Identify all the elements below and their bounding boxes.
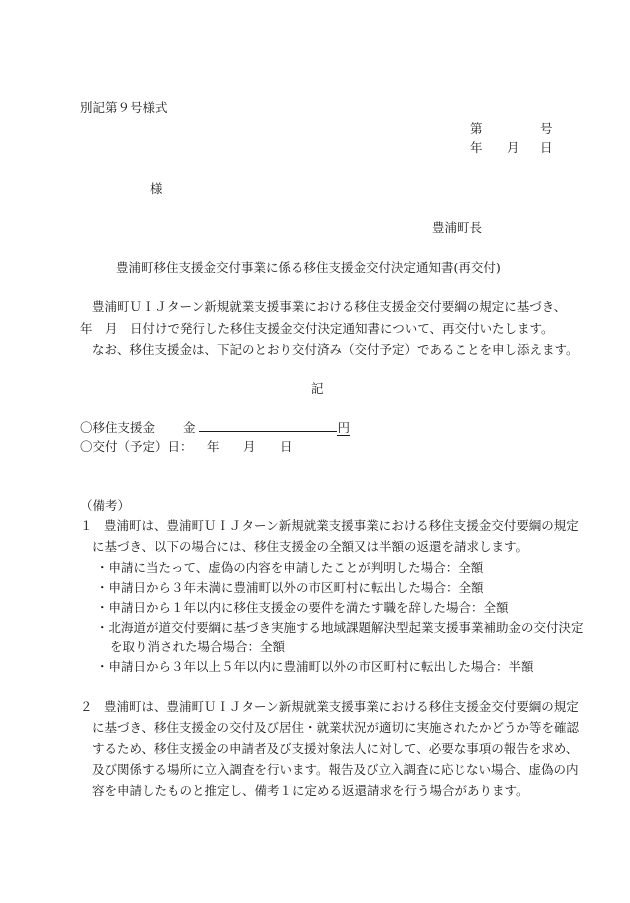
remark2-line-3: するため、移住支援金の申請者及び支援対象法人に対して、必要な事項の報告を求め、 [92,741,579,756]
issuer: 豊浦町長 [432,220,483,235]
date-month: 月 [507,140,520,155]
remark1-bullet-3: ・申請日から１年以内に移住支援金の要件を満たす職を辞した場合：全額 [96,600,509,615]
remark1-line-2: に基づき、以下の場合には、移住支援金の全額又は半額の返還を請求します。 [92,539,529,554]
doc-number-suffix: 号 [540,121,553,136]
amount-kin: 金 [182,420,196,435]
amount-label: 〇移住支援金 [80,420,156,435]
remark1-num: １ [80,518,93,533]
document-title: 豊浦町移住支援金交付事業に係る移住支援金交付決定通知書(再交付) [116,260,501,275]
ki-heading: 記 [311,381,324,396]
delivery-month: 月 [243,439,256,454]
remark2-line-2: に基づき、移住支援金の交付及び居住・就業状況が適切に実施されたかどうか等を確認 [92,720,580,735]
remarks-heading: （備考） [80,498,131,513]
delivery-year: 年 [207,439,220,454]
body-line-1: 豊浦町ＵＩＪターン新規就業支援事業における移住支援金交付要綱の規定に基づき、 [92,299,567,314]
amount-blank [199,420,337,432]
date-day: 日 [540,140,553,155]
doc-number-prefix: 第 [470,121,483,136]
amount-yen: 円 [337,420,350,435]
remark2-line-1: 豊浦町は、豊浦町ＵＩＪターン新規就業支援事業における移住支援金交付要綱の規定 [104,699,579,714]
remark2-num: ２ [80,699,93,714]
remark1-line-1: 豊浦町は、豊浦町ＵＩＪターン新規就業支援事業における移住支援金交付要綱の規定 [104,518,579,533]
addressee-suffix: 様 [150,181,163,196]
remark2-line-5: 容を申請したものと推定し、備考１に定める返還請求を行う場合があります。 [92,783,529,798]
delivery-label: 〇交付（予定）日： [80,439,193,454]
remark1-bullet-4-cont: を取り消された場合場合：全額 [110,639,286,654]
delivery-day: 日 [280,439,293,454]
body-line-2: 年 月 日付けで発行した移住支援金交付決定通知書について、再交付いたします。 [80,321,554,336]
remark1-bullet-4: ・北海道が道交付要綱に基づき実施する地域課題解決型起業支援事業補助金の交付決定 [96,620,584,635]
form-label: 別記第９号様式 [80,100,168,115]
body-line-3: なお、移住支援金は、下記のとおり交付済み（交付予定）であることを申し添えます。 [92,342,579,357]
date-year: 年 [470,140,483,155]
remark1-bullet-1: ・申請に当たって、虚偽の内容を申請したことが判明した場合：全額 [96,560,484,575]
amount-row [80,418,350,436]
remark2-line-4: 及び関係する場所に立入調査を行います。報告及び立入調査に応じない場合、虚偽の内 [92,762,579,777]
remark1-bullet-2: ・申請日から３年未満に豊浦町以外の市区町村に転出した場合：全額 [96,580,484,595]
remark1-bullet-5: ・申請日から３年以上５年以内に豊浦町以外の市区町村に転出した場合：半額 [96,659,534,674]
